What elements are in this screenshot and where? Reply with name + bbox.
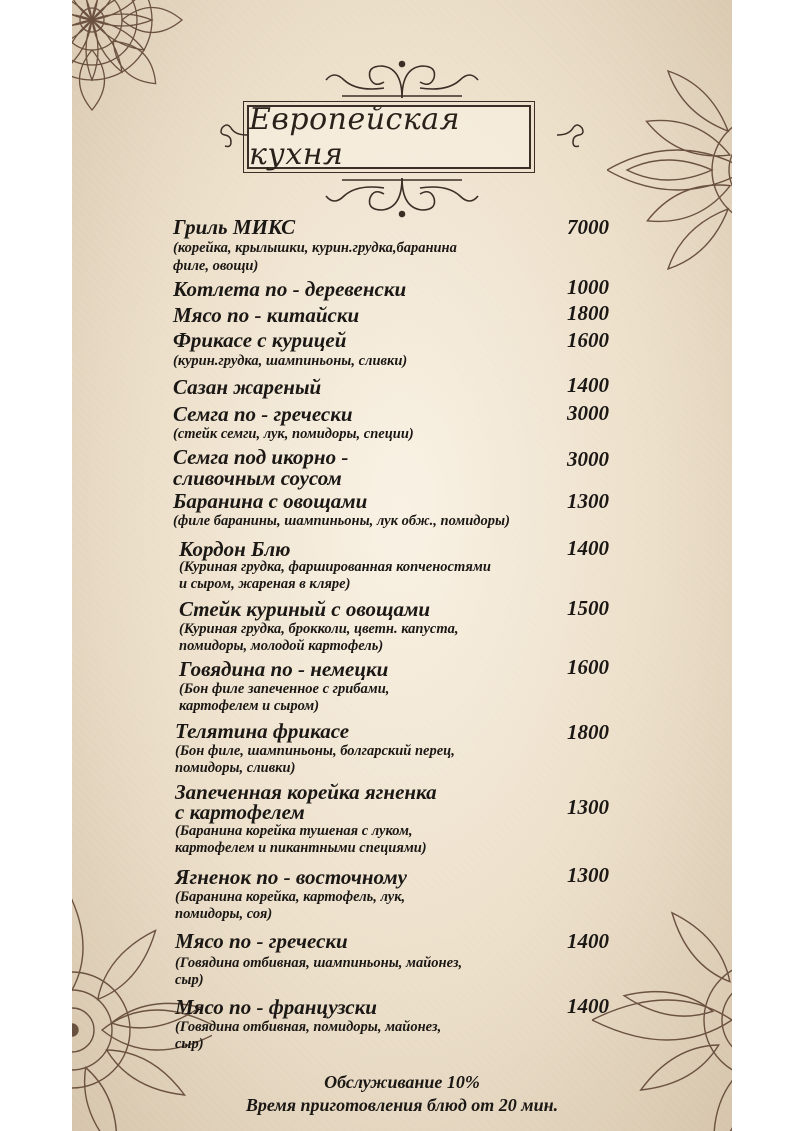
dish-description: (Баранина корейка, картофель, лук, bbox=[175, 889, 406, 905]
title-frame bbox=[247, 102, 531, 172]
dish-name: Гриль МИКС bbox=[173, 215, 296, 239]
dish-description: и сыром, жареная в кляре) bbox=[179, 576, 351, 592]
dish-description: филе, овощи) bbox=[173, 258, 259, 274]
dish-price: 1400 bbox=[567, 929, 609, 953]
dish-description: сыр) bbox=[175, 1036, 204, 1052]
dish-name: Мясо по - китайски bbox=[173, 303, 360, 327]
dish-description: (Бон филе запеченное с грибами, bbox=[179, 681, 390, 697]
menu-page bbox=[72, 0, 732, 1131]
dish-description: (филе баранины, шампиньоны, лук обж., помидоры) bbox=[173, 513, 510, 529]
dish-price: 1300 bbox=[567, 489, 609, 513]
dish-name: Сазан жареный bbox=[173, 375, 322, 399]
flourish-bottom-icon bbox=[322, 174, 482, 218]
dish-price: 1300 bbox=[567, 795, 609, 819]
dish-description: (корейка, крылышки, курин.грудка,баранина bbox=[173, 240, 457, 256]
dish-description: (Бон филе, шампиньоны, болгарский перец, bbox=[175, 743, 455, 759]
dish-name: Телятина фрикасе bbox=[175, 719, 350, 743]
dish-price: 1600 bbox=[567, 655, 609, 679]
dish-description: помидоры, сливки) bbox=[175, 760, 296, 776]
flourish-left-icon bbox=[217, 120, 247, 150]
mandala-ornament-icon bbox=[607, 10, 732, 330]
dish-price: 1800 bbox=[567, 720, 609, 744]
dish-description: (Куриная грудка, фаршированная копченостями bbox=[179, 559, 491, 575]
dish-price: 1000 bbox=[567, 275, 609, 299]
dish-price: 3000 bbox=[567, 401, 609, 425]
dish-name: Запеченная корейка ягненка bbox=[175, 780, 437, 804]
dish-name: Кордон Блю bbox=[179, 537, 291, 561]
dish-price: 1800 bbox=[567, 301, 609, 325]
dish-description: (Баранина корейка тушеная с луком, bbox=[175, 823, 413, 839]
dish-price: 3000 bbox=[567, 447, 609, 471]
page-title: Европейская кухня bbox=[249, 102, 460, 172]
dish-name: Стейк куриный с овощами bbox=[179, 597, 431, 621]
dish-description: (Говядина отбивная, шампиньоны, майонез, bbox=[175, 955, 463, 971]
dish-name: Фрикасе с курицей bbox=[173, 328, 347, 352]
flourish-right-icon bbox=[557, 120, 587, 150]
dish-name: Мясо по - французски bbox=[175, 995, 377, 1019]
dish-name: Ягненок по - восточному bbox=[175, 865, 407, 889]
dish-description: помидоры, соя) bbox=[175, 906, 273, 922]
dish-price: 7000 bbox=[567, 215, 609, 239]
cooking-time-note: Время приготовления блюд от 20 мин. bbox=[245, 1095, 559, 1115]
dish-description: (Куриная грудка, брокколи, цветн. капуста, bbox=[179, 621, 459, 637]
dish-name: Мясо по - гречески bbox=[175, 929, 348, 953]
dish-name: Семга под икорно - bbox=[173, 445, 349, 469]
dish-description: (стейк семги, лук, помидоры, специи) bbox=[173, 426, 414, 442]
dish-description: картофелем и сыром) bbox=[179, 698, 320, 714]
dish-name: сливочным соусом bbox=[173, 466, 342, 490]
dish-name: с картофелем bbox=[175, 800, 305, 824]
dish-description: картофелем и пикантными специями) bbox=[175, 840, 427, 856]
dish-price: 1500 bbox=[567, 596, 609, 620]
dish-description: (Говядина отбивная, помидоры, майонез, bbox=[175, 1019, 442, 1035]
dish-name: Баранина с овощами bbox=[173, 489, 368, 513]
service-charge-note: Обслуживание 10% bbox=[324, 1072, 480, 1092]
dish-description: помидоры, молодой картофель) bbox=[179, 638, 384, 654]
dish-price: 1400 bbox=[567, 373, 609, 397]
dish-name: Говядина по - немецки bbox=[179, 657, 389, 681]
flourish-top-icon bbox=[322, 58, 482, 102]
dish-price: 1400 bbox=[567, 536, 609, 560]
dish-price: 1400 bbox=[567, 994, 609, 1018]
dish-name: Котлета по - деревенски bbox=[173, 277, 407, 301]
dish-price: 1600 bbox=[567, 328, 609, 352]
dish-name: Семга по - гречески bbox=[173, 402, 353, 426]
dish-description: сыр) bbox=[175, 972, 204, 988]
title-block bbox=[217, 58, 587, 218]
mandala-ornament-icon bbox=[72, 0, 192, 120]
dish-description: (курин.грудка, шампиньоны, сливки) bbox=[173, 353, 408, 369]
dish-price: 1300 bbox=[567, 863, 609, 887]
